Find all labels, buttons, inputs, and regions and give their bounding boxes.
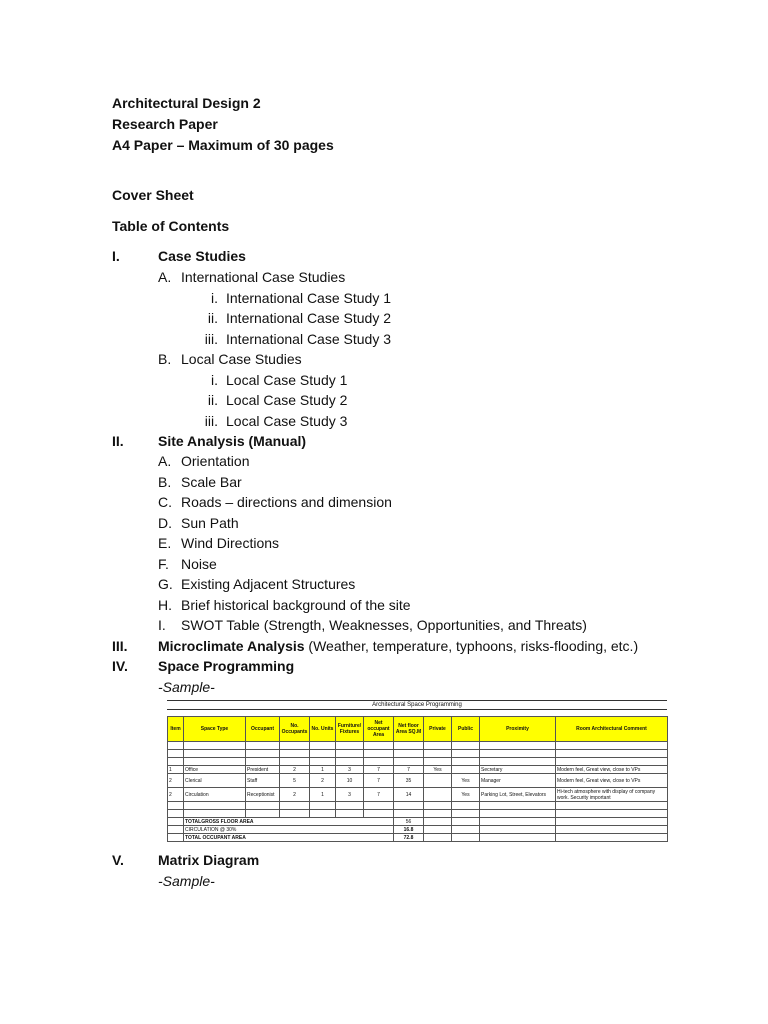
- table-cell: 1: [168, 766, 184, 774]
- total-label: TOTAL OCCUPANT AREA: [184, 834, 394, 842]
- list-item: Local Case Study 1: [226, 372, 348, 388]
- table-cell: 7: [364, 766, 394, 774]
- list-item: Local Case Study 2: [226, 392, 348, 408]
- space-table-grid: [167, 716, 668, 842]
- table-cell: 35: [394, 774, 424, 788]
- section-title-site-analysis: Site Analysis (Manual): [158, 433, 307, 449]
- table-header-cell: No. Units: [310, 717, 336, 742]
- list-letter: G.: [158, 576, 173, 592]
- table-total-row: [168, 826, 668, 834]
- section-number: IV.: [112, 658, 128, 674]
- list-letter: A.: [158, 453, 172, 469]
- table-row: [168, 788, 668, 802]
- table-cell: [424, 774, 452, 788]
- sample-label: -Sample-: [158, 873, 215, 889]
- total-label: CIRCULATION @ 30%: [184, 826, 394, 834]
- table-title: Architectural Space Programming: [167, 700, 667, 710]
- list-item: Brief historical background of the site: [181, 597, 411, 613]
- list-letter: A.: [158, 269, 172, 285]
- table-header-cell: Public: [452, 717, 480, 742]
- list-item: Existing Adjacent Structures: [181, 576, 356, 592]
- table-cell: 3: [336, 766, 364, 774]
- table-cell: 1: [310, 766, 336, 774]
- table-cell: 10: [336, 774, 364, 788]
- list-item: Local Case Study 3: [226, 413, 348, 429]
- table-cell: [452, 766, 480, 774]
- table-cell: 2: [310, 774, 336, 788]
- total-value: 72.8: [394, 834, 424, 842]
- list-roman: iii.: [204, 413, 218, 429]
- list-letter: D.: [158, 515, 172, 531]
- list-roman: iii.: [204, 331, 218, 347]
- list-item: Roads – directions and dimension: [181, 494, 392, 510]
- table-empty-row: [168, 802, 668, 810]
- table-header-row: [168, 717, 668, 742]
- table-cell: 7: [364, 774, 394, 788]
- table-header-cell: Room Architectural Comment: [556, 717, 668, 742]
- space-programming-table: [167, 700, 667, 842]
- list-letter: B.: [158, 351, 172, 367]
- toc-heading: Table of Contents: [112, 218, 230, 234]
- list-item: International Case Study 2: [226, 310, 391, 326]
- table-cell: 14: [394, 788, 424, 802]
- table-cell: 5: [280, 774, 310, 788]
- doc-subtitle: Research Paper: [112, 116, 218, 132]
- table-header-cell: Net floor Area SQ.M: [394, 717, 424, 742]
- section-title-case-studies: Case Studies: [158, 248, 246, 264]
- table-cell: Office: [184, 766, 246, 774]
- table-header-cell: Proximity: [480, 717, 556, 742]
- table-cell: Manager: [480, 774, 556, 788]
- table-empty-row: [168, 742, 668, 750]
- table-cell: Yes: [452, 774, 480, 788]
- table-cell: Staff: [246, 774, 280, 788]
- table-header-cell: Item: [168, 717, 184, 742]
- section-title-space-programming: Space Programming: [158, 658, 295, 674]
- table-cell: 1: [310, 788, 336, 802]
- section-title-matrix-diagram: Matrix Diagram: [158, 852, 260, 868]
- list-roman: i.: [211, 290, 218, 306]
- list-item: Sun Path: [181, 515, 239, 531]
- table-cell: Clerical: [184, 774, 246, 788]
- table-cell: 2: [280, 788, 310, 802]
- table-header-cell: Furniture/ Fixtures: [336, 717, 364, 742]
- table-empty-row: [168, 810, 668, 818]
- table-cell: 3: [336, 788, 364, 802]
- table-cell: 7: [364, 788, 394, 802]
- table-row: [168, 766, 668, 774]
- list-item: SWOT Table (Strength, Weaknesses, Opportunities, and Threats): [181, 617, 587, 633]
- list-item: Local Case Studies: [181, 351, 302, 367]
- list-roman: ii.: [207, 310, 218, 326]
- table-cell: Secretary: [480, 766, 556, 774]
- table-cell: Parking Lot, Street, Elevators: [480, 788, 556, 802]
- list-item: Noise: [181, 556, 217, 572]
- table-cell: 7: [394, 766, 424, 774]
- table-row: [168, 774, 668, 788]
- table-total-row: [168, 834, 668, 842]
- list-item: International Case Study 3: [226, 331, 391, 347]
- doc-format: A4 Paper – Maximum of 30 pages: [112, 137, 334, 153]
- table-empty-row: [168, 758, 668, 766]
- table-cell: [424, 788, 452, 802]
- section-number: V.: [112, 852, 124, 868]
- list-letter: H.: [158, 597, 172, 613]
- table-header-cell: Private: [424, 717, 452, 742]
- list-item: International Case Studies: [181, 269, 346, 285]
- table-cell: 2: [280, 766, 310, 774]
- list-item: Scale Bar: [181, 474, 242, 490]
- table-cell: Yes: [452, 788, 480, 802]
- table-cell: Modern feel, Great view, close to VPs: [556, 774, 668, 788]
- list-roman: ii.: [207, 392, 218, 408]
- section-number: III.: [112, 638, 128, 654]
- section-title-microclimate: Microclimate Analysis: [158, 638, 305, 654]
- list-item: Wind Directions: [181, 535, 280, 551]
- list-letter: E.: [158, 535, 172, 551]
- list-item: Orientation: [181, 453, 250, 469]
- table-empty-row: [168, 750, 668, 758]
- total-value: 16.8: [394, 826, 424, 834]
- list-letter: I.: [158, 617, 166, 633]
- table-cell: Receptionist: [246, 788, 280, 802]
- table-cell: Circulation: [184, 788, 246, 802]
- list-letter: C.: [158, 494, 172, 510]
- table-cell: Hi-tech atmosphere with display of company work. Security important: [556, 788, 668, 802]
- list-letter: F.: [158, 556, 169, 572]
- table-total-row: [168, 818, 668, 826]
- table-cell: 2: [168, 788, 184, 802]
- cover-sheet-heading: Cover Sheet: [112, 187, 194, 203]
- table-header-cell: Net occupant Area: [364, 717, 394, 742]
- list-item: International Case Study 1: [226, 290, 391, 306]
- doc-title: Architectural Design 2: [112, 95, 261, 111]
- list-roman: i.: [211, 372, 218, 388]
- table-cell: 2: [168, 774, 184, 788]
- table-header-cell: No. Occupants: [280, 717, 310, 742]
- table-cell: President: [246, 766, 280, 774]
- table-header-cell: Occupant: [246, 717, 280, 742]
- total-value: 56: [394, 818, 424, 826]
- section-number: II.: [112, 433, 124, 449]
- section-microclimate: [158, 637, 638, 655]
- section-number: I.: [112, 248, 120, 264]
- total-label: TOTALGROSS FLOOR AREA: [184, 818, 394, 826]
- table-cell: Yes: [424, 766, 452, 774]
- sample-label: -Sample-: [158, 679, 215, 695]
- table-header-cell: Space Type: [184, 717, 246, 742]
- list-letter: B.: [158, 474, 172, 490]
- table-cell: Modern feel, Great view, close to VPs: [556, 766, 668, 774]
- section-microclimate-detail: (Weather, temperature, typhoons, risks-flooding, etc.): [304, 638, 639, 654]
